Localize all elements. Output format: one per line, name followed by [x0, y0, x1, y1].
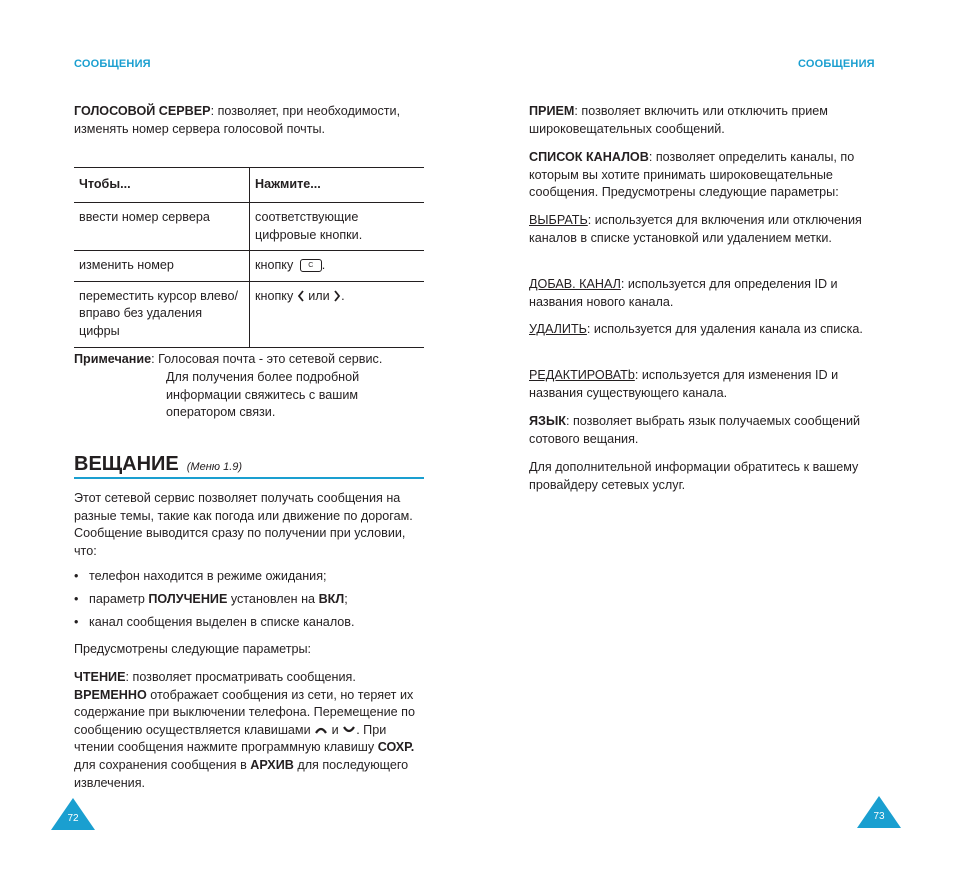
- left-arrow-icon: [297, 290, 305, 302]
- select-paragraph: [529, 212, 874, 247]
- note-text: : Голосовая почта - это сетевой сервис.: [151, 352, 383, 366]
- params-intro: Предусмотрены следующие параметры:: [74, 642, 312, 656]
- language-text: : позволяет выбрать язык получаемых сообщений сотового вещания.: [529, 414, 861, 446]
- bullet-text-part: ;: [344, 592, 348, 606]
- add-channel-term: ДОБАВ. КАНАЛ: [529, 277, 621, 291]
- bullet-text-part: установлен на: [227, 592, 319, 606]
- delete-paragraph: [529, 321, 874, 339]
- bullet-text-part: параметр: [89, 592, 149, 606]
- up-key-icon: [314, 725, 328, 735]
- reading-text: отображает сообщения из сети, но теряет их содержание при выключении телефона. Перемещение по сообщению осуществляется клавишами: [74, 687, 415, 737]
- receive-term: ПРИЕМ: [529, 104, 575, 118]
- channel-list-text: : позволяет определить каналы, по которым вы хотите принимать широковещательные сообщения. Предусмотрены следующие параметры:: [529, 150, 855, 200]
- table-cell-press: [250, 251, 425, 282]
- press-or: или: [308, 288, 330, 303]
- channel-list-paragraph: [529, 149, 874, 202]
- more-info-paragraph: Для дополнительной информации обратитесь к вашему провайдеру сетевых услуг.: [529, 460, 859, 492]
- clear-key-icon: C: [300, 259, 322, 272]
- receive-text: : позволяет включить или отключить прием широковещательных сообщений.: [529, 104, 828, 136]
- bullet-bold-part: ПОЛУЧЕНИЕ: [148, 592, 228, 606]
- table-cell-press: [250, 281, 425, 347]
- language-paragraph: [529, 413, 874, 448]
- section-label-right: СООБЩЕНИЯ: [798, 58, 875, 70]
- add-channel-text: : используется для определения ID и названия нового канала.: [529, 277, 838, 309]
- temporary-term: ВРЕМЕННО: [74, 687, 147, 702]
- table-cell-press: соответствующие цифровые кнопки.: [250, 203, 425, 251]
- table-cell-action: изменить номер: [74, 251, 250, 282]
- reading-text: для сохранения сообщения в: [74, 757, 251, 772]
- page-number-right: 73: [873, 811, 885, 822]
- reading-paragraph: [74, 669, 426, 792]
- edit-paragraph: [529, 367, 874, 402]
- section-label-left: СООБЩЕНИЯ: [74, 58, 151, 70]
- note-continuation: Для получения более подробной информации свяжитесь с вашим оператором связи.: [166, 370, 360, 420]
- receive-paragraph: [529, 103, 874, 138]
- table-row: [74, 251, 424, 282]
- reading-text: : позволяет просматривать сообщения.: [125, 670, 356, 684]
- press-suffix: .: [321, 258, 326, 273]
- reading-and: и: [331, 722, 339, 737]
- press-suffix: .: [341, 288, 345, 303]
- note-term: Примечание: [74, 352, 152, 366]
- table-header-action: Чтобы...: [74, 168, 250, 203]
- heading-menu: (Меню 1.9): [186, 461, 243, 473]
- select-term: ВЫБРАТЬ: [529, 213, 588, 227]
- channel-list-term: СПИСОК КАНАЛОВ: [529, 150, 649, 164]
- table-cell-action: переместить курсор влево/вправо без удаления цифры: [74, 281, 250, 347]
- note-first-line: [74, 351, 426, 369]
- bullet-bold-part: ВКЛ: [318, 592, 345, 606]
- table-cell-action: ввести номер сервера: [74, 203, 250, 251]
- delete-text: : используется для удаления канала из списка.: [586, 322, 863, 336]
- page-number-left: 72: [67, 813, 79, 824]
- select-text: : используется для включения или отключения каналов в списке установкой или удалением метки.: [529, 213, 862, 245]
- bullet-dot: •: [74, 569, 79, 583]
- reading-term: ЧТЕНИЕ: [74, 670, 126, 684]
- save-term: СОХР.: [377, 740, 415, 755]
- add-channel-paragraph: [529, 276, 874, 311]
- reading-text: для последующего извлечения.: [74, 757, 409, 790]
- bullet-item: [89, 591, 348, 609]
- right-arrow-icon: [333, 290, 341, 302]
- bullet-item: канал сообщения выделен в списке каналов.: [89, 615, 355, 629]
- bullet-dot: •: [74, 615, 79, 629]
- edit-text: : используется для изменения ID и названия существующего канала.: [529, 368, 839, 400]
- press-prefix: кнопку: [255, 258, 294, 273]
- heading-rule: [74, 477, 424, 479]
- voice-server-term: ГОЛОСОВОЙ СЕРВЕР: [74, 104, 211, 118]
- reading-text: . При чтении сообщения нажмите программную клавишу: [74, 722, 387, 755]
- voice-server-paragraph: [74, 103, 426, 138]
- bullet-dot: •: [74, 592, 79, 606]
- edit-term: РЕДАКТИРОВАТb: [529, 368, 635, 382]
- down-key-icon: [342, 725, 356, 735]
- intro-paragraph: Этот сетевой сервис позволяет получать сообщения на разные темы, такие как погода или движение по дорогам. Сообщение выводится сразу по получении при условии, что:: [74, 491, 413, 558]
- bullet-item: телефон находится в режиме ожидания;: [89, 569, 327, 583]
- table-row: [74, 203, 424, 251]
- key-table: [74, 167, 424, 348]
- press-prefix: кнопку: [255, 288, 294, 303]
- voice-server-text: : позволяет, при необходимости, изменять номер сервера голосовой почты.: [74, 104, 401, 136]
- page-title: [74, 452, 242, 479]
- table-row: [74, 281, 424, 347]
- language-term: ЯЗЫК: [529, 414, 566, 428]
- table-header-press: Нажмите...: [250, 168, 425, 203]
- heading-title: ВЕЩАНИЕ: [74, 453, 179, 475]
- archive-term: АРХИВ: [250, 757, 294, 772]
- table-header-row: [74, 168, 424, 203]
- delete-term: УДАЛИТЬ: [529, 322, 587, 336]
